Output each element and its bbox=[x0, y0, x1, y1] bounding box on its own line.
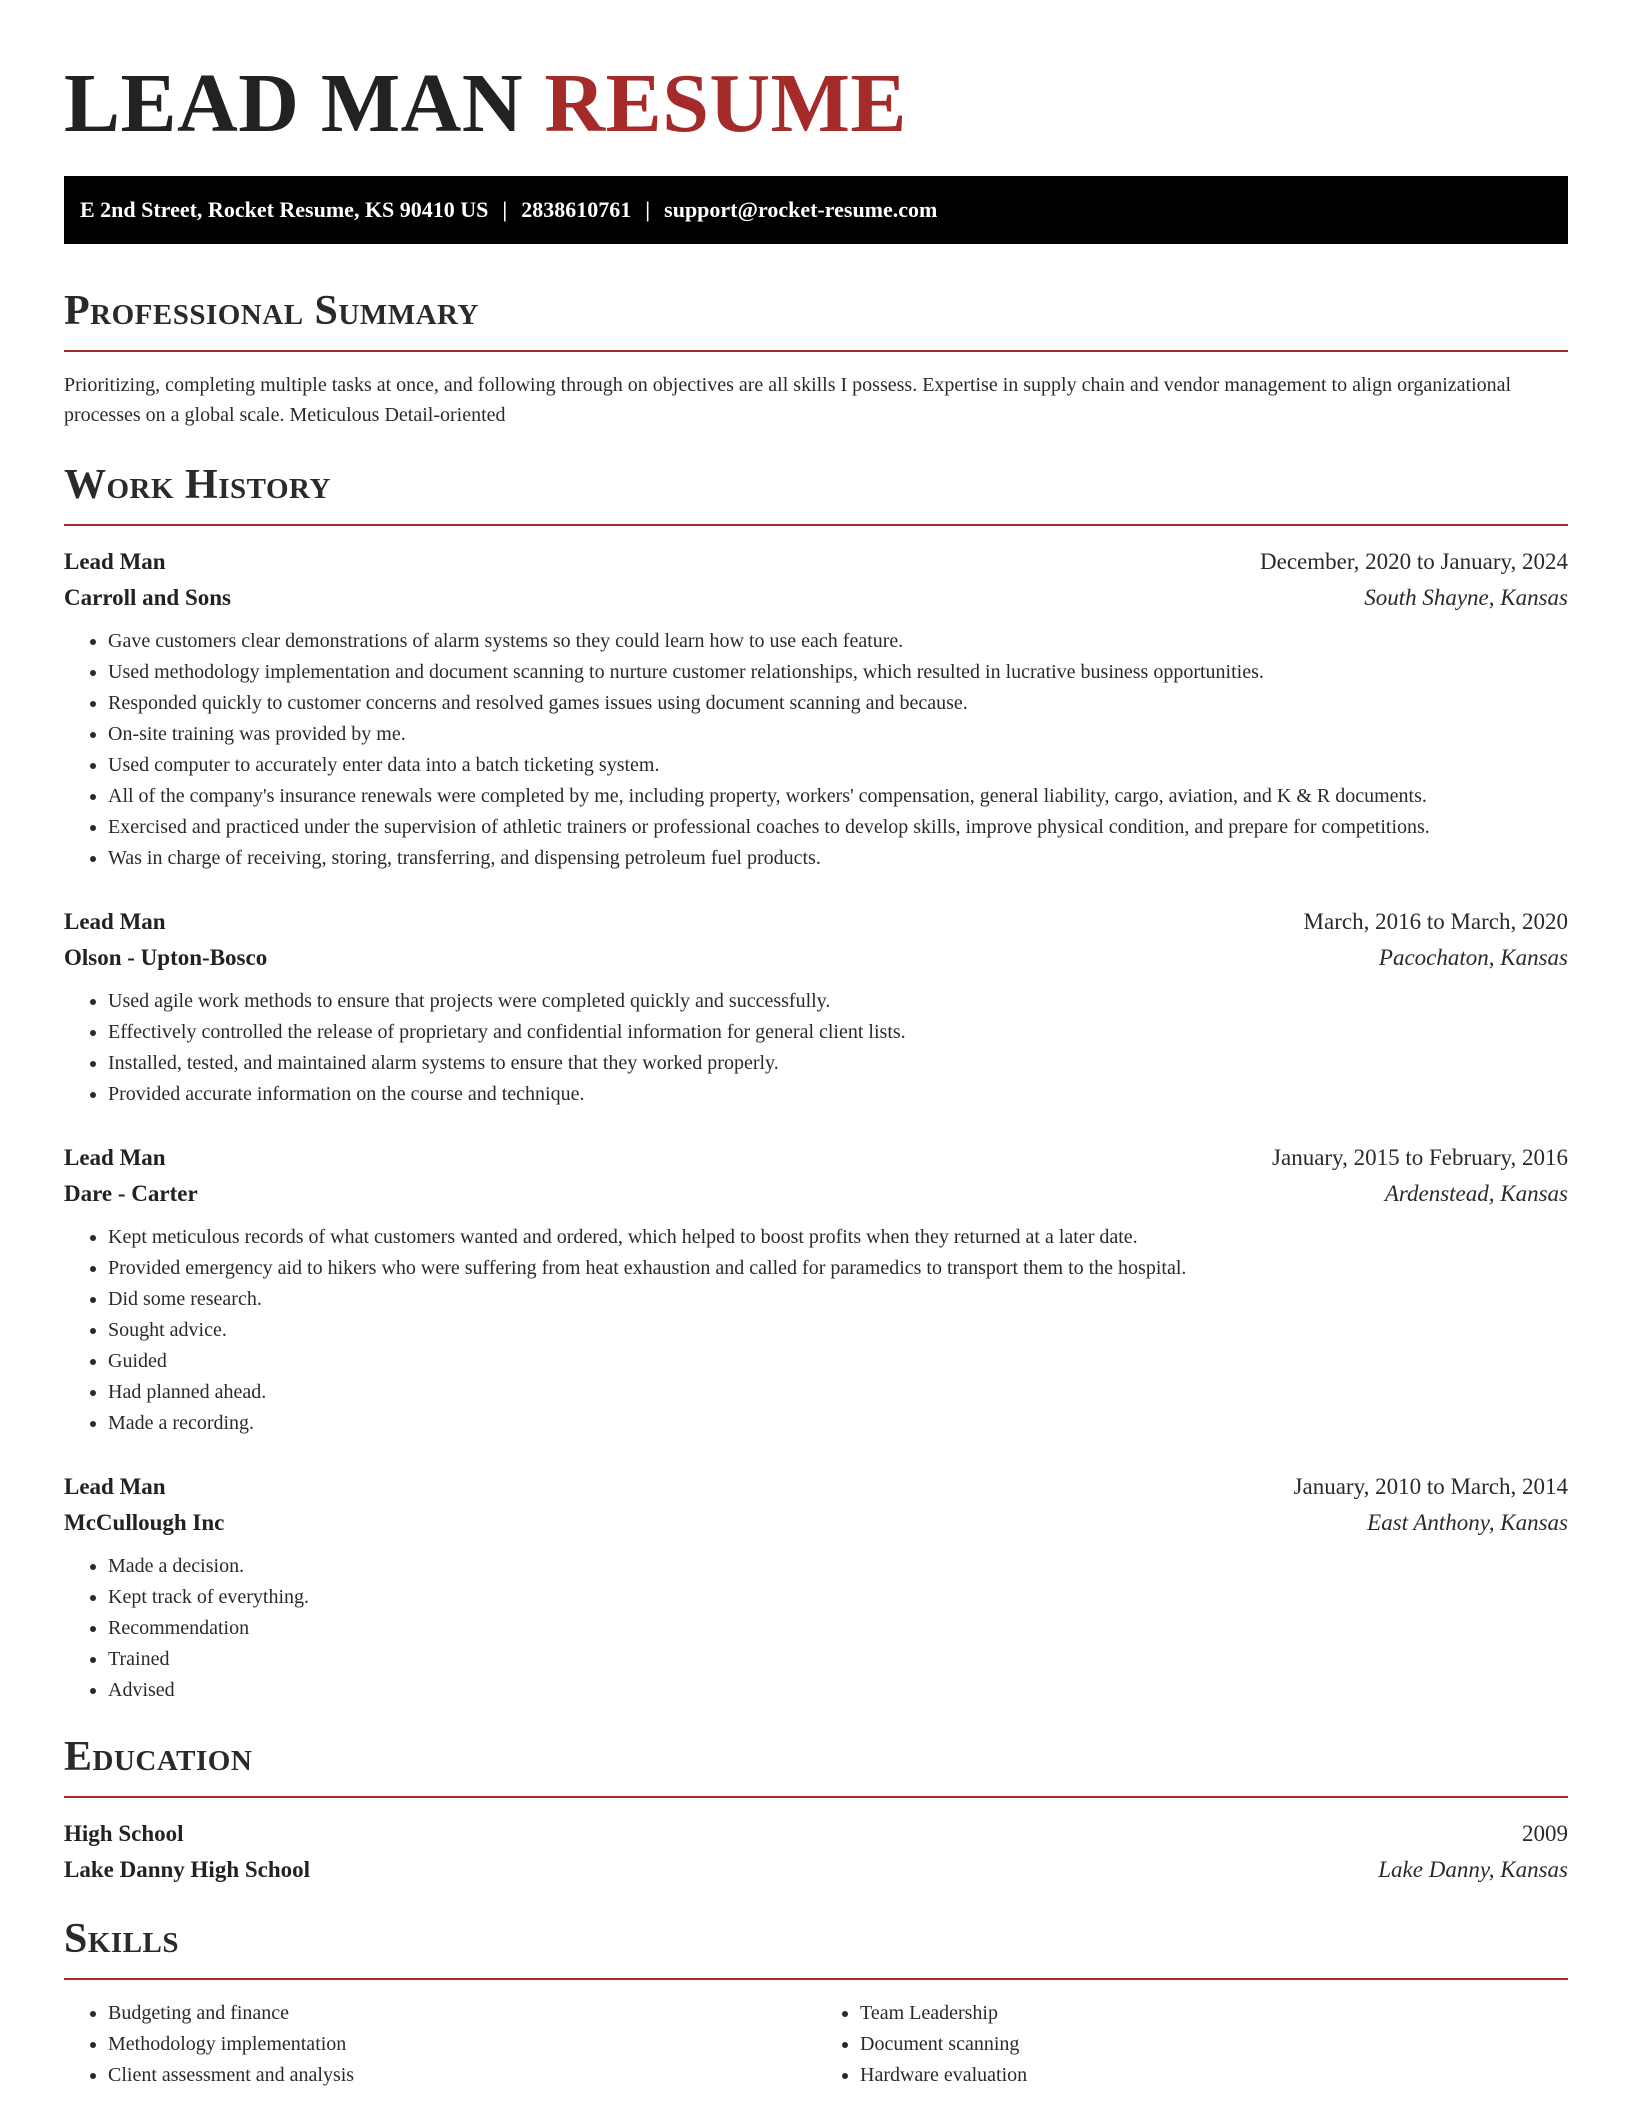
job-bullet: • Did some research. bbox=[108, 1284, 1568, 1315]
education-school-row bbox=[64, 1852, 1568, 1888]
resume-title bbox=[64, 56, 1568, 152]
job-bullet: • Gave customers clear demonstrations of alarm systems so they could learn how to use each feature. bbox=[108, 626, 1568, 657]
skills-section bbox=[64, 1914, 1568, 2091]
job-position: Lead Man bbox=[64, 1474, 166, 1499]
education-school: Lake Danny High School bbox=[64, 1857, 311, 1882]
job-bullet: • Had planned ahead. bbox=[108, 1377, 1568, 1408]
job-company-row bbox=[64, 1176, 1568, 1212]
job-bullet: • Exercised and practiced under the supervision of athletic trainers or professional coaches to develop skills, improve physical condition, and prepare for competitions. bbox=[108, 812, 1568, 843]
summary-section bbox=[64, 286, 1568, 430]
job-entry bbox=[64, 544, 1568, 874]
skills-grid bbox=[64, 1998, 1568, 2091]
skills-list-right bbox=[816, 1998, 1568, 2091]
job-company-row bbox=[64, 940, 1568, 976]
job-bullet: • Installed, tested, and maintained alarm systems to ensure that they worked properly. bbox=[108, 1048, 1568, 1079]
job-bullet: • Made a recording. bbox=[108, 1408, 1568, 1439]
job-position: Lead Man bbox=[64, 909, 166, 934]
job-bullet: • All of the company's insurance renewals were completed by me, including property, workers' compensation, general liability, cargo, aviation, and K & R documents. bbox=[108, 781, 1568, 812]
contact-bar bbox=[64, 176, 1568, 244]
job-location: Pacochaton, Kansas bbox=[1378, 945, 1568, 970]
skill-item: • Client assessment and analysis bbox=[108, 2060, 816, 2091]
job-bullet-list bbox=[64, 1551, 1568, 1706]
job-bullet-list bbox=[64, 1222, 1568, 1439]
job-bullet: • Was in charge of receiving, storing, transferring, and dispensing petroleum fuel products. bbox=[108, 843, 1568, 874]
job-header-row bbox=[64, 544, 1568, 580]
work-history-section bbox=[64, 460, 1568, 1706]
job-company-row bbox=[64, 1505, 1568, 1541]
contact-address: E 2nd Street, Rocket Resume, KS 90410 US bbox=[80, 197, 489, 222]
job-bullet: • On-site training was provided by me. bbox=[108, 719, 1568, 750]
job-header-row bbox=[64, 904, 1568, 940]
job-company: Olson - Upton-Bosco bbox=[64, 945, 268, 970]
education-degree: High School bbox=[64, 1821, 184, 1846]
section-divider bbox=[64, 524, 1568, 526]
job-company: McCullough Inc bbox=[64, 1510, 225, 1535]
job-location: Ardenstead, Kansas bbox=[1384, 1181, 1568, 1206]
contact-phone: 2838610761 bbox=[521, 197, 632, 222]
section-divider bbox=[64, 1796, 1568, 1798]
job-dates: March, 2016 to March, 2020 bbox=[1303, 909, 1568, 934]
work-history-heading: Work History bbox=[64, 462, 331, 508]
contact-separator: | bbox=[502, 197, 508, 222]
job-header-row bbox=[64, 1469, 1568, 1505]
education-header-row bbox=[64, 1816, 1568, 1852]
job-company-row bbox=[64, 580, 1568, 616]
job-bullet: • Kept meticulous records of what customers wanted and ordered, which helped to boost profits when they returned at a later date. bbox=[108, 1222, 1568, 1253]
resume-title-name: LEAD MAN bbox=[64, 57, 523, 150]
job-position: Lead Man bbox=[64, 1145, 166, 1170]
skill-item: • Team Leadership bbox=[860, 1998, 1568, 2029]
skill-item: • Budgeting and finance bbox=[108, 1998, 816, 2029]
job-dates: January, 2015 to February, 2016 bbox=[1272, 1145, 1568, 1170]
skill-item: • Hardware evaluation bbox=[860, 2060, 1568, 2091]
education-year: 2009 bbox=[1522, 1821, 1568, 1846]
job-bullet: • Made a decision. bbox=[108, 1551, 1568, 1582]
job-bullet-list bbox=[64, 626, 1568, 874]
contact-email: support@rocket-resume.com bbox=[664, 197, 938, 222]
job-position: Lead Man bbox=[64, 549, 166, 574]
job-bullet: • Kept track of everything. bbox=[108, 1582, 1568, 1613]
skills-list-left bbox=[64, 1998, 816, 2091]
job-bullet: • Used computer to accurately enter data into a batch ticketing system. bbox=[108, 750, 1568, 781]
job-bullet: • Used agile work methods to ensure that projects were completed quickly and successfully. bbox=[108, 986, 1568, 1017]
education-location: Lake Danny, Kansas bbox=[1378, 1857, 1568, 1882]
job-location: South Shayne, Kansas bbox=[1364, 585, 1568, 610]
skill-item: • Methodology implementation bbox=[108, 2029, 816, 2060]
contact-separator: | bbox=[645, 197, 651, 222]
education-heading: Education bbox=[64, 1734, 253, 1780]
job-entry bbox=[64, 904, 1568, 1110]
job-bullet: • Provided accurate information on the course and technique. bbox=[108, 1079, 1568, 1110]
job-bullet: • Used methodology implementation and document scanning to nurture customer relationships, which resulted in lucrative business opportunities. bbox=[108, 657, 1568, 688]
job-bullet: • Responded quickly to customer concerns and resolved games issues using document scanning and because. bbox=[108, 688, 1568, 719]
job-header-row bbox=[64, 1140, 1568, 1176]
education-section bbox=[64, 1732, 1568, 1888]
job-bullet: • Guided bbox=[108, 1346, 1568, 1377]
summary-heading: Professional Summary bbox=[64, 288, 479, 334]
job-location: East Anthony, Kansas bbox=[1367, 1510, 1568, 1535]
job-bullet: • Trained bbox=[108, 1644, 1568, 1675]
skills-heading: Skills bbox=[64, 1916, 180, 1962]
job-bullet: • Provided emergency aid to hikers who were suffering from heat exhaustion and called for paramedics to transport them to the hospital. bbox=[108, 1253, 1568, 1284]
job-bullet-list bbox=[64, 986, 1568, 1110]
section-divider bbox=[64, 350, 1568, 352]
job-company: Dare - Carter bbox=[64, 1181, 198, 1206]
job-bullet: • Advised bbox=[108, 1675, 1568, 1706]
job-company: Carroll and Sons bbox=[64, 585, 232, 610]
job-dates: December, 2020 to January, 2024 bbox=[1260, 549, 1568, 574]
job-bullet: • Effectively controlled the release of proprietary and confidential information for general client lists. bbox=[108, 1017, 1568, 1048]
job-entry bbox=[64, 1140, 1568, 1439]
section-divider bbox=[64, 1978, 1568, 1980]
skill-item: • Document scanning bbox=[860, 2029, 1568, 2060]
job-bullet: • Sought advice. bbox=[108, 1315, 1568, 1346]
job-bullet: • Recommendation bbox=[108, 1613, 1568, 1644]
resume-title-accent: RESUME bbox=[544, 57, 907, 150]
job-dates: January, 2010 to March, 2014 bbox=[1293, 1474, 1568, 1499]
job-entry bbox=[64, 1469, 1568, 1706]
summary-text: Prioritizing, completing multiple tasks at once, and following through on objectives are all skills I possess. Expertise in supply chain and vendor management to align organizational processes on a global scale. Meticulous Detail-oriented bbox=[64, 374, 1512, 426]
